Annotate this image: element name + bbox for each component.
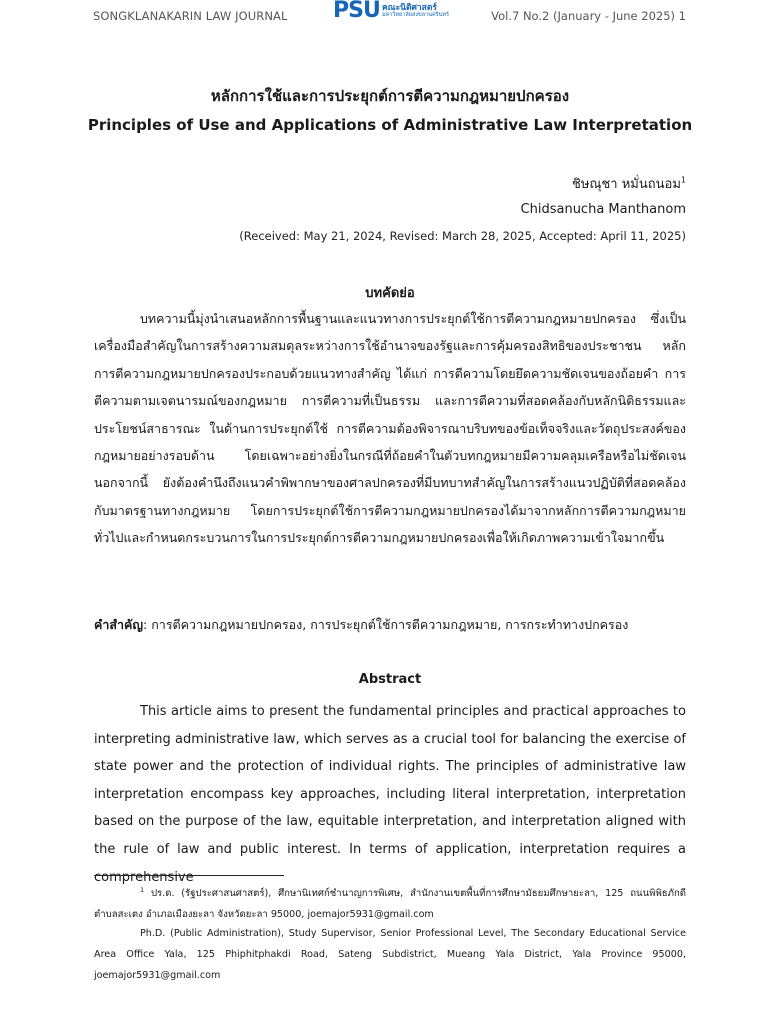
volume-page-info: Vol.7 No.2 (January - June 2025) 1 xyxy=(491,9,686,23)
footnote-mark: 1 xyxy=(680,175,686,185)
submission-dates: (Received: May 21, 2024, Revised: March 28, 2025, Accepted: April 11, 2025) xyxy=(239,229,686,243)
author-thai-text: ชิษณุชา หมั่นถนอม xyxy=(572,177,681,192)
title-english: Principles of Use and Applications of Administrative Law Interpretation xyxy=(87,116,693,134)
footnote-thai-text: ปร.ด. (รัฐประศาสนศาสตร์), ศึกษานิเทศก์ชำนาญการพิเศษ, สำนักงานเขตพื้นที่การศึกษามัธยมศึกษายะลา, 125 ถนนพิพิธภักดี ตำบลสะเตง อำเภอเมืองยะลา จังหวัดยะลา 95000, joemajor5931@gmail.com xyxy=(94,888,686,921)
abstract-english-body: This article aims to present the fundamental principles and practical approaches to interpreting administrative law, which serves as a crucial tool for balancing the exercise of state power and the protection of individual rights. The principles of administrative law interpretation encompass key approaches, including literal interpretation, interpretation based on the purpose of the law, equitable interpretation, and interpretation aligned with the rule of law and public interest. In terms of application, interpretation requires a comprehensive xyxy=(94,704,686,885)
title-thai: หลักการใช้และการประยุกต์การตีความกฎหมายปกครอง xyxy=(210,87,570,105)
author-name-thai xyxy=(572,173,686,194)
abstract-english-heading: Abstract xyxy=(358,672,422,687)
logo-mark: PSU xyxy=(333,0,380,23)
footnote-english: Ph.D. (Public Administration), Study Supervisor, Senior Professional Level, The Secondary Educational Service Area Office Yala, 125 Phiphitphakdi Road, Sateng Subdistrict, Mueang Yala District, Yala Province 95000, joemajor5931@gmail.com xyxy=(94,928,686,981)
logo-university-text: มหาวิทยาลัยสงขลานครินทร์ xyxy=(382,12,449,18)
page-header xyxy=(0,0,780,24)
footnote-divider xyxy=(94,875,284,876)
abstract-thai-body: บทความนี้มุ่งนำเสนอหลักการพื้นฐานและแนวทางการประยุกต์ใช้การตีความกฎหมายปกครอง ซึ่งเป็นเครื่องมือสำคัญในการสร้างความสมดุลระหว่างการใช้อำนาจของรัฐและการคุ้มครองสิทธิของประชาชน หลักการตีความกฎหมายปกครองประกอบด้วยแนวทางสำคัญ ได้แก่ การตีความโดยยึดความชัดเจนของถ้อยคำ การตีความตามเจตนารมณ์ของกฎหมาย การตีความที่เป็นธรรม และการตีความที่สอดคล้องกับหลักนิติธรรมและประโยชน์สาธารณะ ในด้านการประยุกต์ใช้ การตีความต้องพิจารณาบริบทของข้อเท็จจริงและวัตถุประสงค์ของกฎหมายอย่างรอบด้าน โดยเฉพาะอย่างยิ่งในกรณีที่ถ้อยคำในตัวบทกฎหมายมีความคลุมเครือหรือไม่ชัดเจน นอกจากนี้ ยังต้องคำนึงถึงแนวคำพิพากษาของศาลปกครองที่มีบทบาทสำคัญในการสร้างแนวปฏิบัติที่สอดคล้องกับมาตรฐานทางกฎหมาย โดยการประยุกต์ใช้การตีความกฎหมายปกครองได้มาจากหลักการตีความกฎหมายทั่วไปและกำหนดกระบวนการในการประยุกต์การตีความกฎหมายปกครองเพื่อให้เกิดภาพความเข้าใจมากขึ้น xyxy=(94,311,686,546)
abstract-thai-heading: บทคัดย่อ xyxy=(365,286,415,301)
keywords xyxy=(94,615,694,635)
logo-faculty-text: คณะนิติศาสตร์ xyxy=(382,3,437,13)
journal-name: SONGKLANAKARIN LAW JOURNAL xyxy=(93,9,288,23)
footnote-thai xyxy=(94,880,686,925)
footnote-thai-mark: 1 xyxy=(140,886,145,894)
author-name-english: Chidsanucha Manthanom xyxy=(520,202,686,217)
psu-logo xyxy=(333,0,453,24)
keywords-label: คำสำคัญ xyxy=(94,617,144,632)
keywords-text: : การตีความกฎหมายปกครอง, การประยุกต์ใช้การตีความกฎหมาย, การกระทำทางปกครอง xyxy=(143,617,629,632)
